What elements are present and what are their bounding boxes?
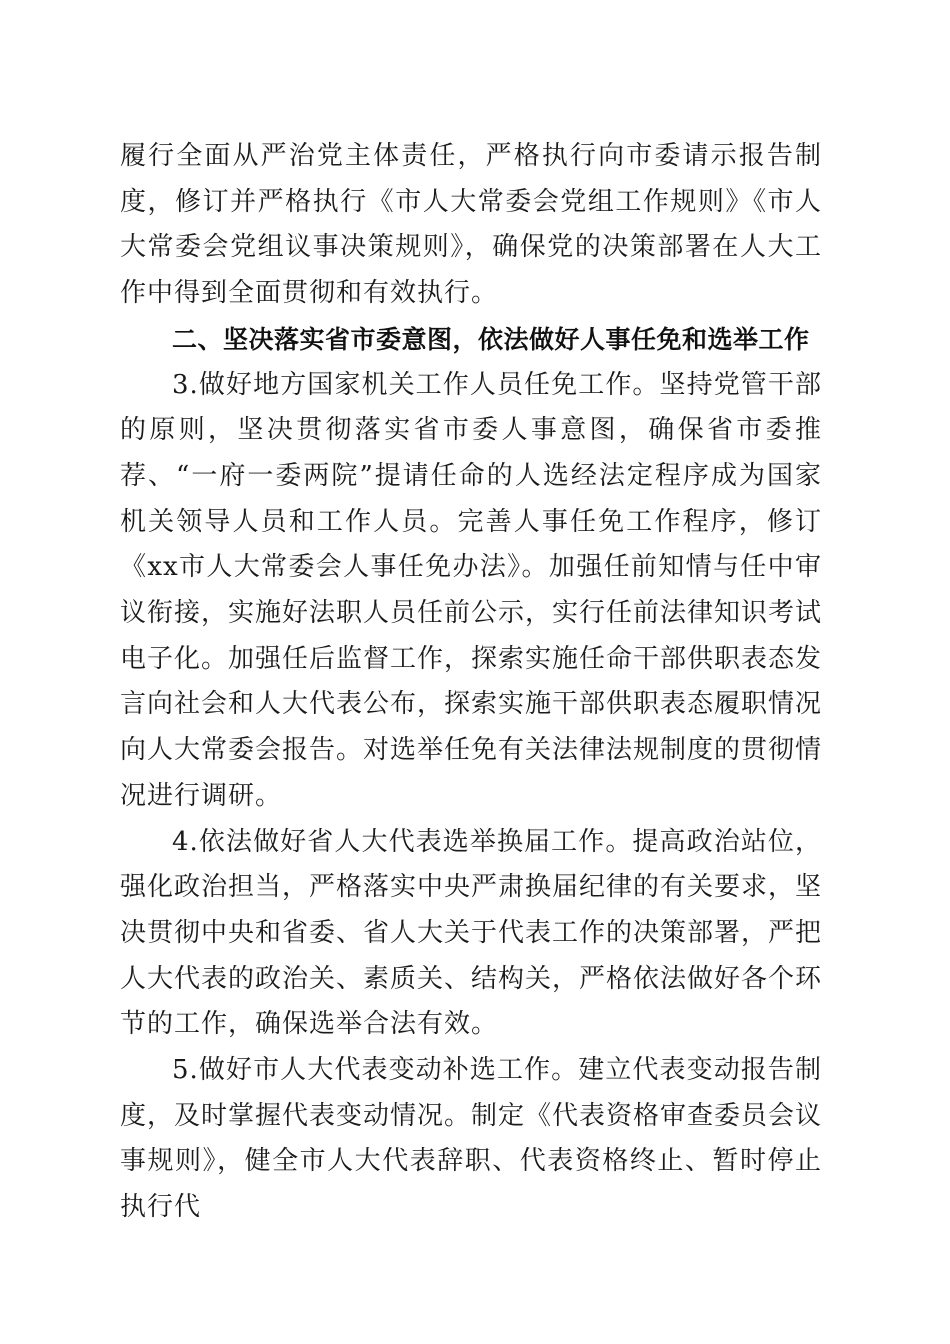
paragraph-continuation: 履行全面从严治党主体责任，严格执行向市委请示报告制度，修订并严格执行《市人大常委会党组工作规则》《市人大常委会党组议事决策规则》，确保党的决策部署在人大工作中得到全面贯彻和有效执行。 bbox=[120, 141, 822, 309]
paragraph-item-3: 3.做好地方国家机关工作人员任免工作。坚持党管干部的原则，坚决贯彻落实省市委人事意图，确保省市委推荐、“一府一委两院”提请任命的人选经法定程序成为国家机关领导人员和工作人员。完善人事任免工作程序，修订《xx市人大常委会人事任免办法》。加强任前知情与任中审议衔接，实施好法职人员任前公示，实行任前法律知识考试电子化。加强任后监督工作，探索实施任命干部供职表态发言向社会和人大代表公布，探索实施干部供职表态履职情况向人大常委会报告。对选举任免有关法律法规制度的贯彻情况进行调研。 bbox=[120, 369, 823, 811]
paragraph-item-4: 4.依法做好省人大代表选举换届工作。提高政治站位，强化政治担当，严格落实中央严肃换届纪律的有关要求，坚决贯彻中央和省委、省人大关于代表工作的决策部署，严把人大代表的政治关、素质关、结构关，严格依法做好各个环节的工作，确保选举合法有效。 bbox=[120, 826, 823, 1040]
paragraph-item-5: 5.做好市人大代表变动补选工作。建立代表变动报告制度，及时掌握代表变动情况。制定《代表资格审查委员会议事规则》，健全市人大代表辞职、代表资格终止、暂时停止执行代 bbox=[120, 1055, 823, 1223]
section-heading: 二、坚决落实省市委意图，依法做好人事任免和选举工作 bbox=[172, 324, 810, 354]
document-body bbox=[120, 134, 822, 1231]
